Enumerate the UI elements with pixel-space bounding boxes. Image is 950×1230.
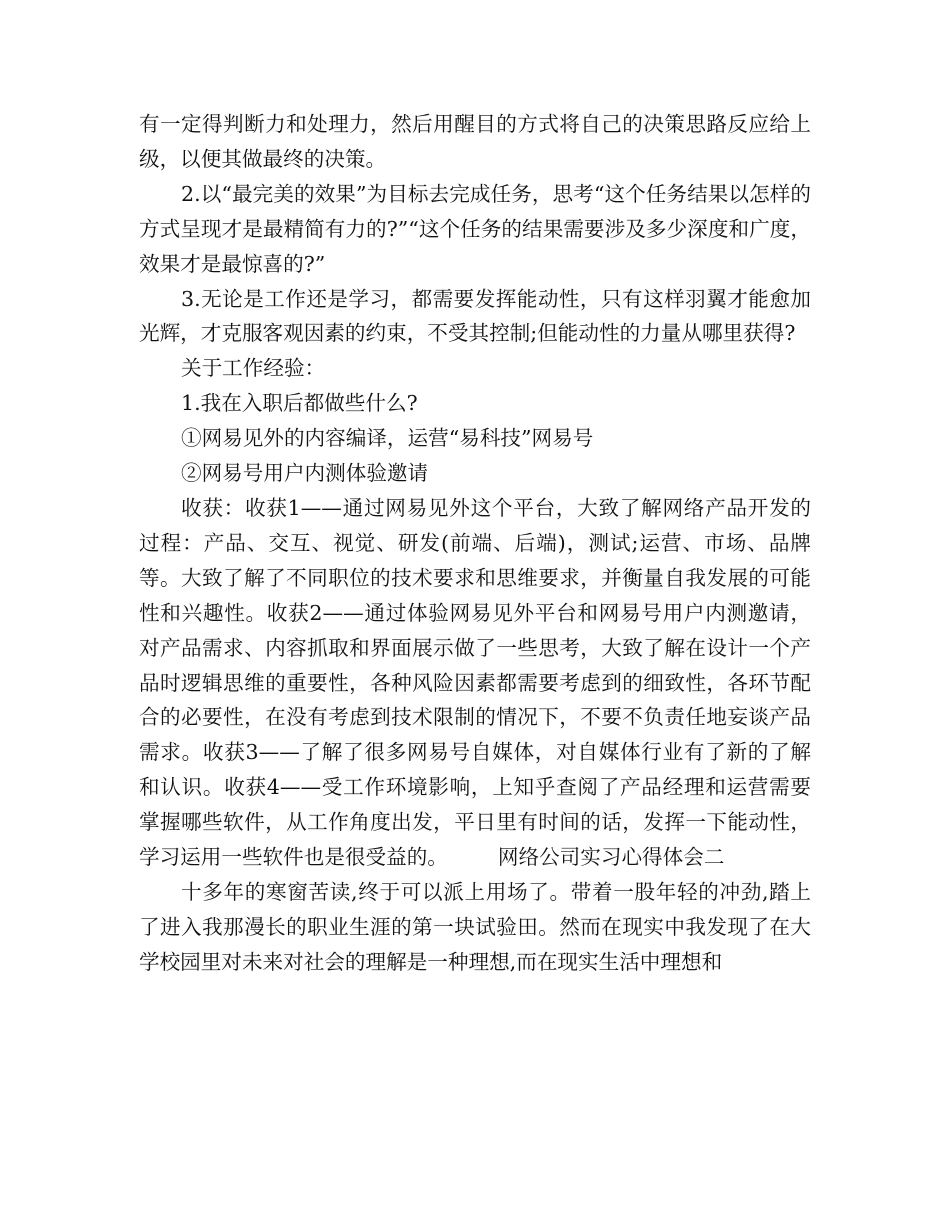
paragraph-3: 3.无论是工作还是学习，都需要发挥能动性，只有这样羽翼才能愈加光辉，才克服客观因素的约束，不受其控制;但能动性的力量从哪里获得?	[139, 286, 811, 346]
paragraph-2: 2.以“最完美的效果”为目标去完成任务，思考“这个任务结果以怎样的方式呈现才是最精简有力的?”“这个任务的结果需要涉及多少深度和广度，效果才是最惊喜的?”	[139, 181, 811, 276]
paragraph-1: 有一定得判断力和处理力，然后用醒目的方式将自己的决策思路反应给上级，以便其做最终的决策。	[139, 112, 811, 171]
document-body	[139, 107, 811, 980]
paragraph-4-heading: 关于工作经验：	[181, 356, 326, 381]
paragraph-7: ②网易号用户内测体验邀请	[181, 461, 429, 486]
paragraph-5: 1.我在入职后都做些什么?	[181, 391, 418, 416]
paragraph-8	[139, 491, 811, 875]
paragraph-6: ①网易见外的内容编译，运营“易科技”网易号	[181, 426, 594, 451]
paragraph-8-text: 收获：收获1——通过网易见外这个平台，大致了解网络产品开发的过程：产品、交互、视觉、研发(前端、后端)，测试;运营、市场、品牌等。大致了解了不同职位的技术要求和思维要求，并衡量自我发展的可能性和兴趣性。收获2——通过体验网易见外平台和网易号用户内测邀请，对产品需求、内容抓取和界面展示做了一些思考，大致了解在设计一个产品时逻辑思维的重要性，各种风险因素都需要考虑到的细致性，各环节配合的必要性，在没有考虑到技术限制的情况下，不要不负责任地妄谈产品需求。收获3——了解了很多网易号自媒体，对自媒体行业有了新的了解和认识。收获4——受工作环境影响，上知乎查阅了产品经理和运营需要掌握哪些软件，从工作角度出发，平日里有时间的话，发挥一下能动性，学习运用一些软件也是很受益的。	[139, 495, 811, 870]
paragraph-9: 十多年的寒窗苦读,终于可以派上用场了。带着一股年轻的冲劲,踏上了进入我那漫长的职业生涯的第一块试验田。然而在现实中我发现了在大学校园里对未来对社会的理解是一种理想,而在现实生活中理想和	[139, 879, 811, 974]
section-heading: 网络公司实习心得体会二	[497, 845, 725, 870]
